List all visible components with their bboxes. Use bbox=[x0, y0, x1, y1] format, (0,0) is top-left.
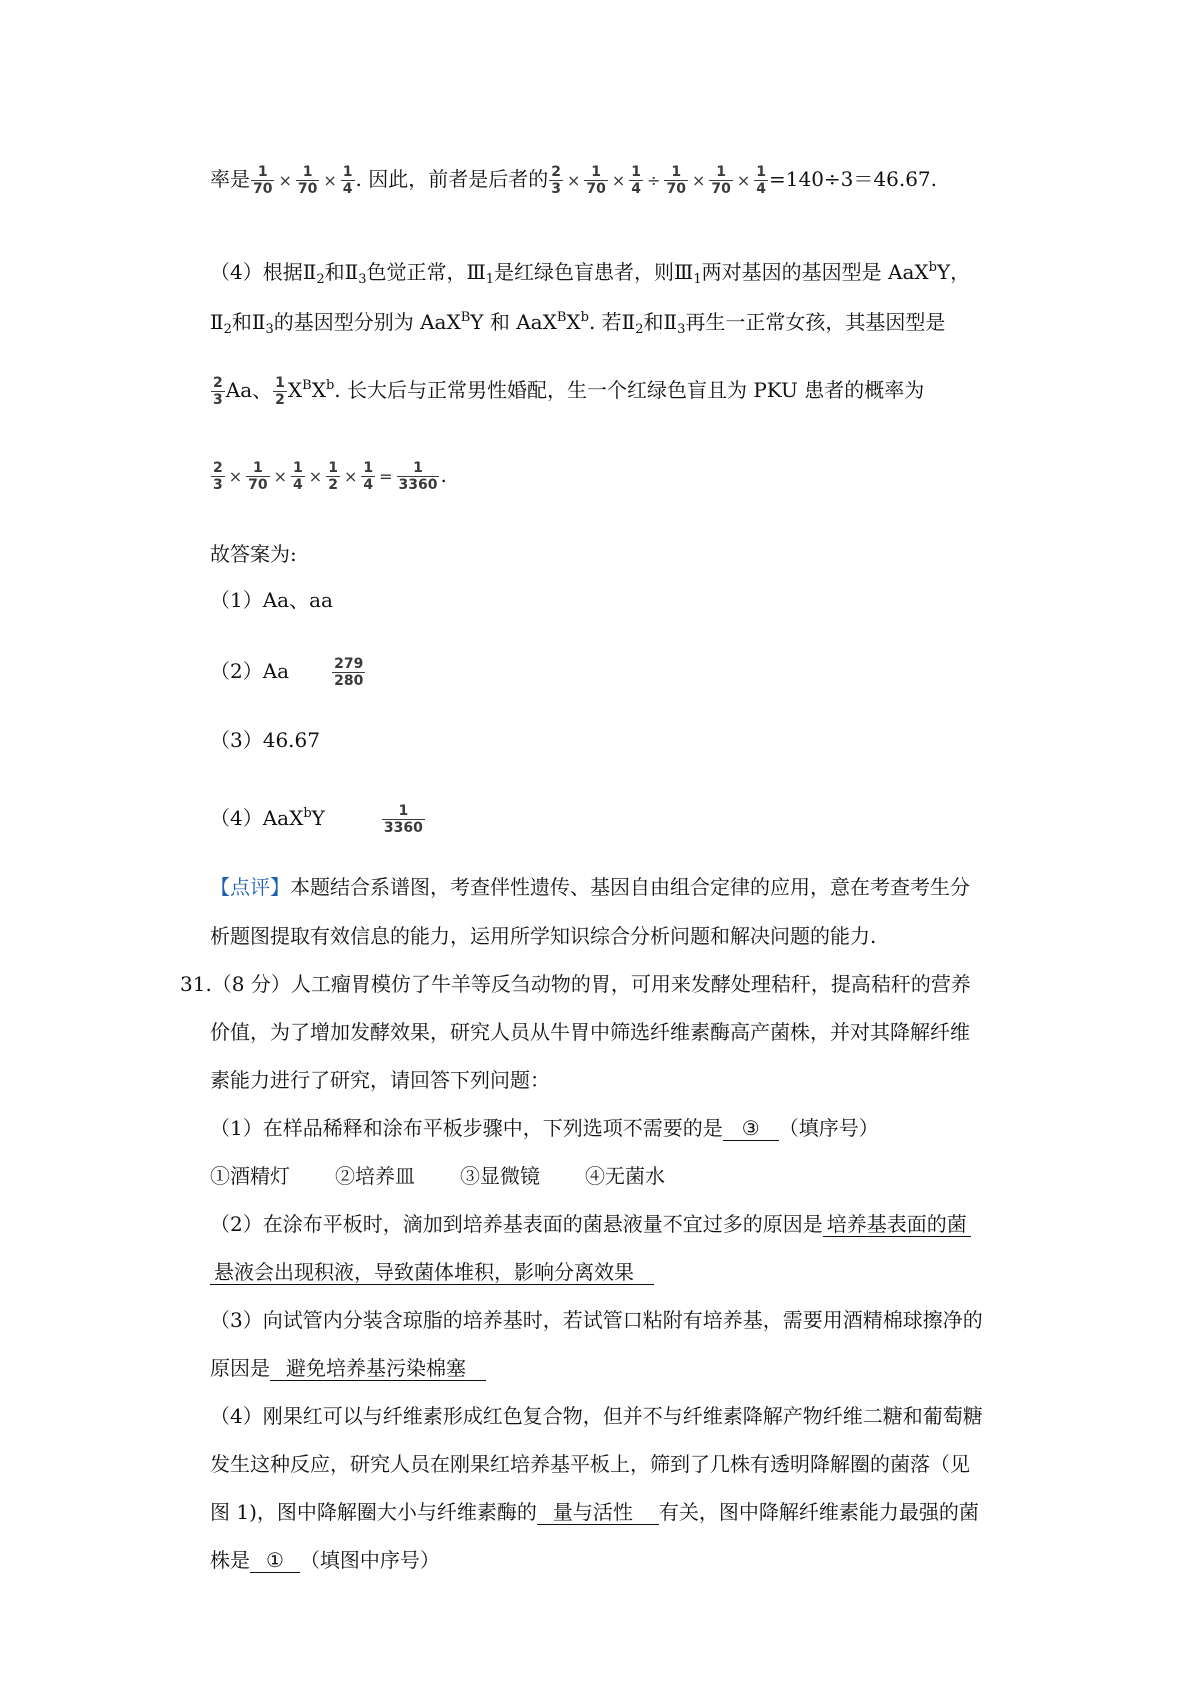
fraction: $\frac{1}{4}$ bbox=[631, 164, 642, 197]
answer-blank: ③ bbox=[723, 1116, 779, 1141]
q31-part-3-line-1: （3）向试管内分装含琼脂的培养基时，若试管口粘附有培养基，需要用酒精棉球擦净的 bbox=[210, 1308, 983, 1332]
answers-intro: 故答案为: bbox=[210, 542, 297, 566]
fraction: $\frac{1}{4}$ bbox=[756, 164, 766, 197]
fraction: $\frac{1}{70}$ bbox=[253, 164, 273, 197]
q31-line-2: 价值，为了增加发酵效果，研究人员从牛胃中筛选纤维素酶高产菌株，并对其降解纤维 bbox=[210, 1020, 970, 1044]
q31-part-2-line-2 bbox=[210, 1258, 1028, 1286]
comment-line-2: 析题图提取有效信息的能力，运用所学知识综合分析问题和解决问题的能力. bbox=[210, 924, 877, 948]
fraction: $\frac{2}{3}$ bbox=[551, 164, 561, 197]
prob-line-3: $Ⅱ_2$和$Ⅱ_3$的基因型分别为 AaX$^B$Y 和 $AaX^BX^b$. 若$Ⅱ_2$和$Ⅱ_3$再生一正常女孩，其基因型是 bbox=[210, 310, 946, 337]
answer-blank: 避免培养基污染棉塞 bbox=[270, 1356, 486, 1381]
fraction: $\frac{1}{70}$ bbox=[586, 164, 606, 197]
answer-2: （2）Aa $\frac{279}{280}$ bbox=[210, 656, 364, 689]
prob-line-1: 率是 $\frac{1}{70}$ × $\frac{1}{70}$ × $\frac{1}{4}$ . 因此，前者是后者的 $\frac{2}{3}$ × $\frac{1}{70}$ × $\frac{1}{4}$ ÷ $\frac{1}{70}$ × $\frac{1}{70}$ × $\frac{1}{4}$ =140÷3＝46.67. bbox=[210, 164, 938, 197]
fraction: $\frac{1}{70}$ bbox=[297, 164, 318, 197]
q31-part-4-line-3: 图 1)，图中降解圈大小与纤维素酶的 量与活性 有关，图中降解纤维素能力最强的菌 bbox=[210, 1500, 979, 1524]
comment-tag: 【点评】 bbox=[210, 875, 290, 899]
text: =140÷3＝46.67. bbox=[768, 167, 938, 191]
q31-line-1: 31.（8 分）人工瘤胃模仿了牛羊等反刍动物的胃，可用来发酵处理秸秆，提高秸秆的营养 bbox=[180, 972, 971, 996]
answer-blank: 量与活性 bbox=[537, 1500, 659, 1525]
fraction: $\frac{1}{70}$ bbox=[711, 164, 731, 197]
q31-part-3-line-2: 原因是 避免培养基污染棉塞 bbox=[210, 1354, 1028, 1382]
q31-part-4-line-4: 株是 ① （填图中序号） bbox=[210, 1548, 440, 1572]
text: 率是 bbox=[210, 167, 250, 191]
prob-line-2: （4）根据$Ⅱ_2$和$Ⅱ_3$色觉正常，$Ⅲ_1$是红绿色盲患者，则$Ⅲ_1$两对基因的基因型是 AaX$^b$Y， bbox=[210, 260, 971, 287]
answer-1: （1）Aa、aa bbox=[210, 588, 333, 612]
answer-4: （4）AaX$^b$Y $\frac{1}{3360}$ bbox=[210, 803, 423, 836]
q31-options bbox=[210, 1162, 1028, 1190]
answer-blank: 培养基表面的菌 bbox=[823, 1212, 971, 1237]
prob-line-5: $\frac{2}{3}$ × $\frac{1}{70}$ × $\frac{1}{4}$ × $\frac{1}{2}$ × $\frac{1}{4}$ = $\frac{1}{3360}$ . bbox=[213, 460, 447, 493]
comment-line-1: 【点评】本题结合系谱图，考查伴性遗传、基因自由组合定律的应用，意在考查考生分 bbox=[210, 875, 970, 899]
q31-part-2-line-1: （2）在涂布平板时，滴加到培养基表面的菌悬液量不宜过多的原因是 培养基表面的菌 bbox=[210, 1210, 1028, 1238]
option: ④无菌水 bbox=[585, 1164, 665, 1188]
option: ②培养皿 bbox=[335, 1164, 415, 1188]
fraction: $\frac{1}{4}$ bbox=[342, 164, 353, 197]
fraction: $\frac{1}{2}$ bbox=[275, 375, 285, 408]
fraction: $\frac{2}{3}$ bbox=[213, 375, 223, 408]
option: ①酒精灯 bbox=[210, 1164, 290, 1188]
prob-line-4: $\frac{2}{3}$ Aa、 $\frac{1}{2}$ $X^BX^b$. 长大后与正常男性婚配，生一个红绿色盲且为 PKU 患者的概率为 bbox=[213, 375, 925, 408]
q31-part-1: （1）在样品稀释和涂布平板步骤中，下列选项不需要的是 ③ （填序号） bbox=[210, 1116, 879, 1140]
q31-part-4-line-1: （4）刚果红可以与纤维素形成红色复合物，但并不与纤维素降解产物纤维二糖和葡萄糖 bbox=[210, 1404, 983, 1428]
fraction: $\frac{1}{70}$ bbox=[666, 164, 686, 197]
text: . 因此，前者是后者的 bbox=[355, 167, 549, 191]
option: ③显微镜 bbox=[460, 1164, 540, 1188]
q31-part-4-line-2: 发生这种反应，研究人员在刚果红培养基平板上，筛到了几株有透明降解圈的菌落（见 bbox=[210, 1452, 970, 1476]
answer-blank: ① bbox=[250, 1548, 300, 1573]
answer-blank: 悬液会出现积液，导致菌体堆积，影响分离效果 bbox=[210, 1260, 654, 1285]
answer-3: （3）46.67 bbox=[210, 728, 320, 752]
q31-line-3: 素能力进行了研究，请回答下列问题： bbox=[210, 1068, 550, 1092]
